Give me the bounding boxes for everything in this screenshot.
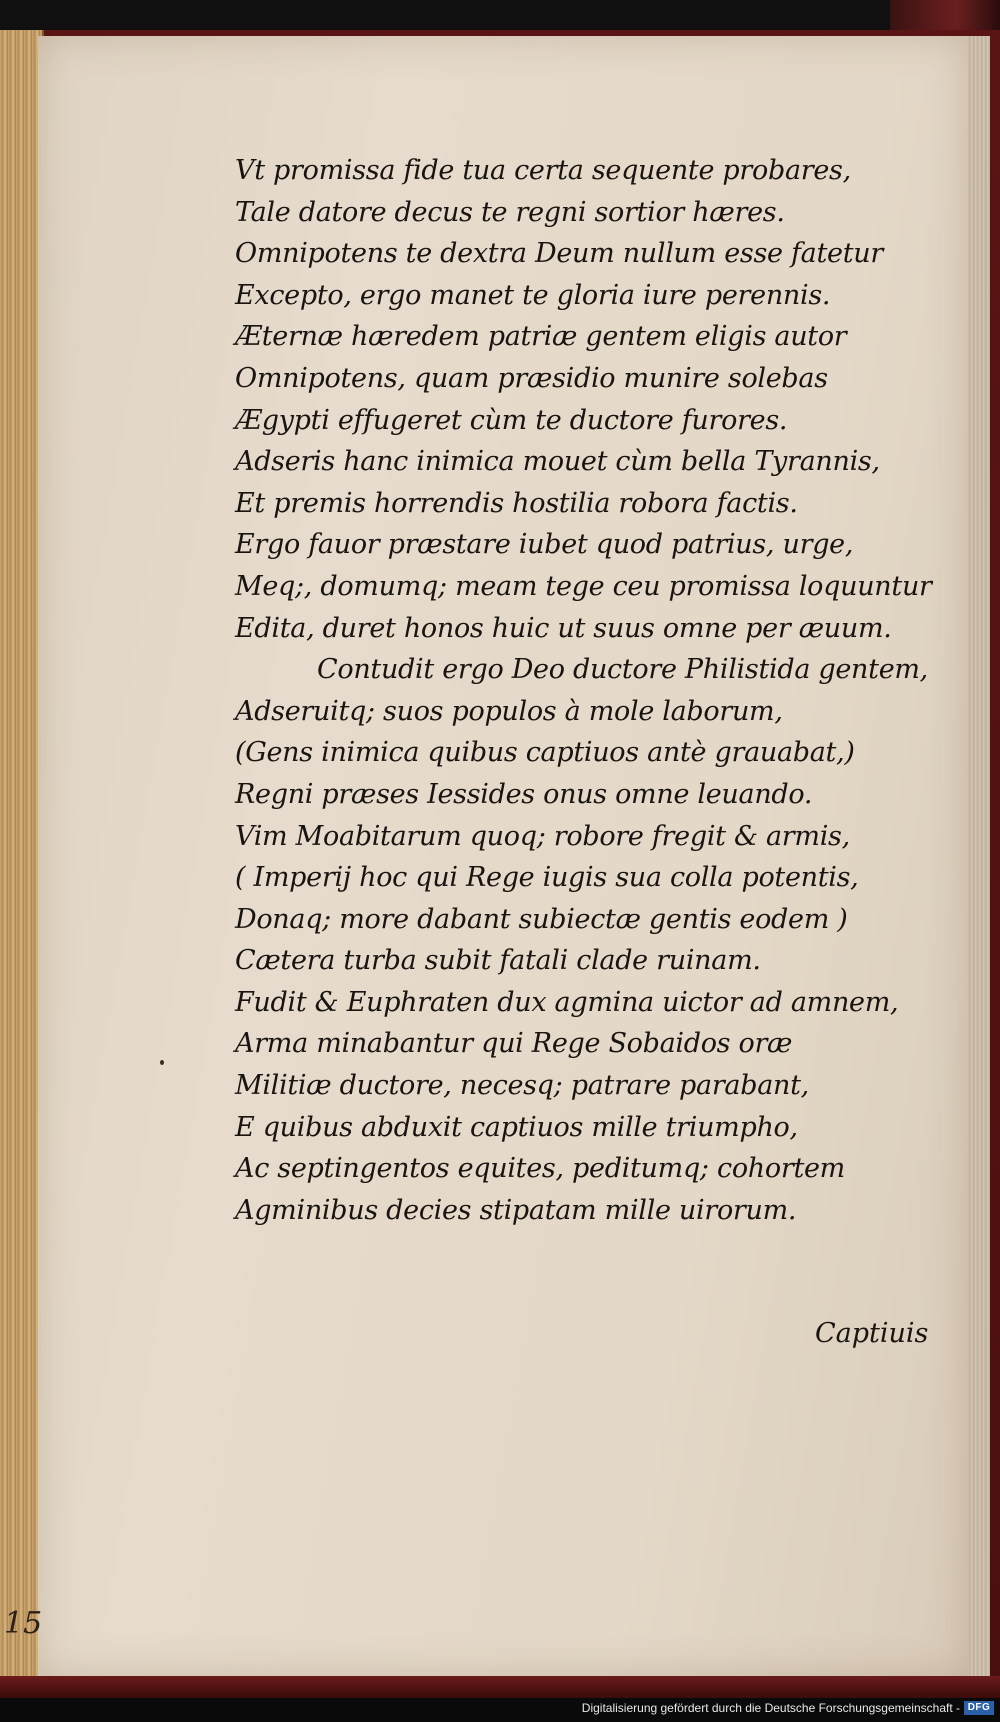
catchword: Captiuis	[815, 1318, 929, 1349]
binding-corner	[890, 0, 1000, 30]
verse-line: Omnipotens te dextra Deum nullum esse fatetur	[235, 238, 883, 270]
verse-line: Ergo fauor præstare iubet quod patrius, urge,	[235, 529, 854, 561]
verse-line: Regni præses Iessides onus omne leuando.	[235, 778, 813, 810]
verse-line: ( Imperij hoc qui Rege iugis sua colla potentis,	[235, 862, 859, 894]
verse-line: Vim Moabitarum quoq; robore fregit & armis,	[235, 820, 850, 852]
dfg-logo: DFG	[964, 1701, 994, 1715]
verse-line: Cætera turba subit fatali clade ruinam.	[235, 945, 761, 977]
verse-line: Vt promissa fide tua certa sequente probares,	[235, 155, 851, 186]
verse-line: Excepto, ergo manet te gloria iure perennis.	[235, 279, 831, 311]
verse-line: Arma minabantur qui Rege Sobaidos oræ	[235, 1028, 793, 1060]
verse-line: Ac septingentos equites, peditumq; cohortem	[235, 1153, 845, 1185]
verse-line-indented: Contudit ergo Deo ductore Philistida gentem,	[317, 654, 928, 686]
verse-line: Omnipotens, quam præsidio munire solebas	[235, 362, 828, 394]
verse-line: Adseris hanc inimica mouet cùm bella Tyrannis,	[235, 446, 880, 478]
verse-line: Fudit & Euphraten dux agmina uictor ad amnem,	[235, 986, 899, 1018]
verse-line: Donaq; more dabant subiectæ gentis eodem )	[235, 903, 848, 935]
verse-line: Meq;, domumq; meam tege ceu promissa loquuntur	[235, 570, 932, 602]
verse-line: Militiæ ductore, necesq; patrare parabant,	[235, 1070, 809, 1102]
verse-line: Ægypti effugeret cùm te ductore furores.	[235, 404, 788, 436]
funding-credit: Digitalisierung gefördert durch die Deutsche Forschungsgemeinschaft -	[581, 1701, 960, 1715]
verse-line: Adseruitq; suos populos à mole laborum,	[235, 695, 783, 727]
verse-line: Agminibus decies stipatam mille uirorum.	[235, 1194, 797, 1226]
verse-line: Tale datore decus te regni sortior hæres.	[235, 196, 785, 228]
corner-mark: 15	[4, 1606, 43, 1641]
verse-text	[235, 150, 955, 1231]
binding-bottom-edge	[0, 1676, 1000, 1698]
verse-line: Edita, duret honos huic ut suus omne per æuum.	[235, 612, 892, 644]
verse-line: Æternæ hæredem patriæ gentem eligis autor	[235, 321, 847, 353]
verse-line: E quibus abduxit captiuos mille triumpho,	[235, 1111, 798, 1143]
verse-line: (Gens inimica quibus captiuos antè grauabat,)	[235, 737, 855, 769]
verse-line: Et premis horrendis hostilia robora factis.	[235, 487, 798, 519]
ink-speck	[160, 1060, 164, 1065]
